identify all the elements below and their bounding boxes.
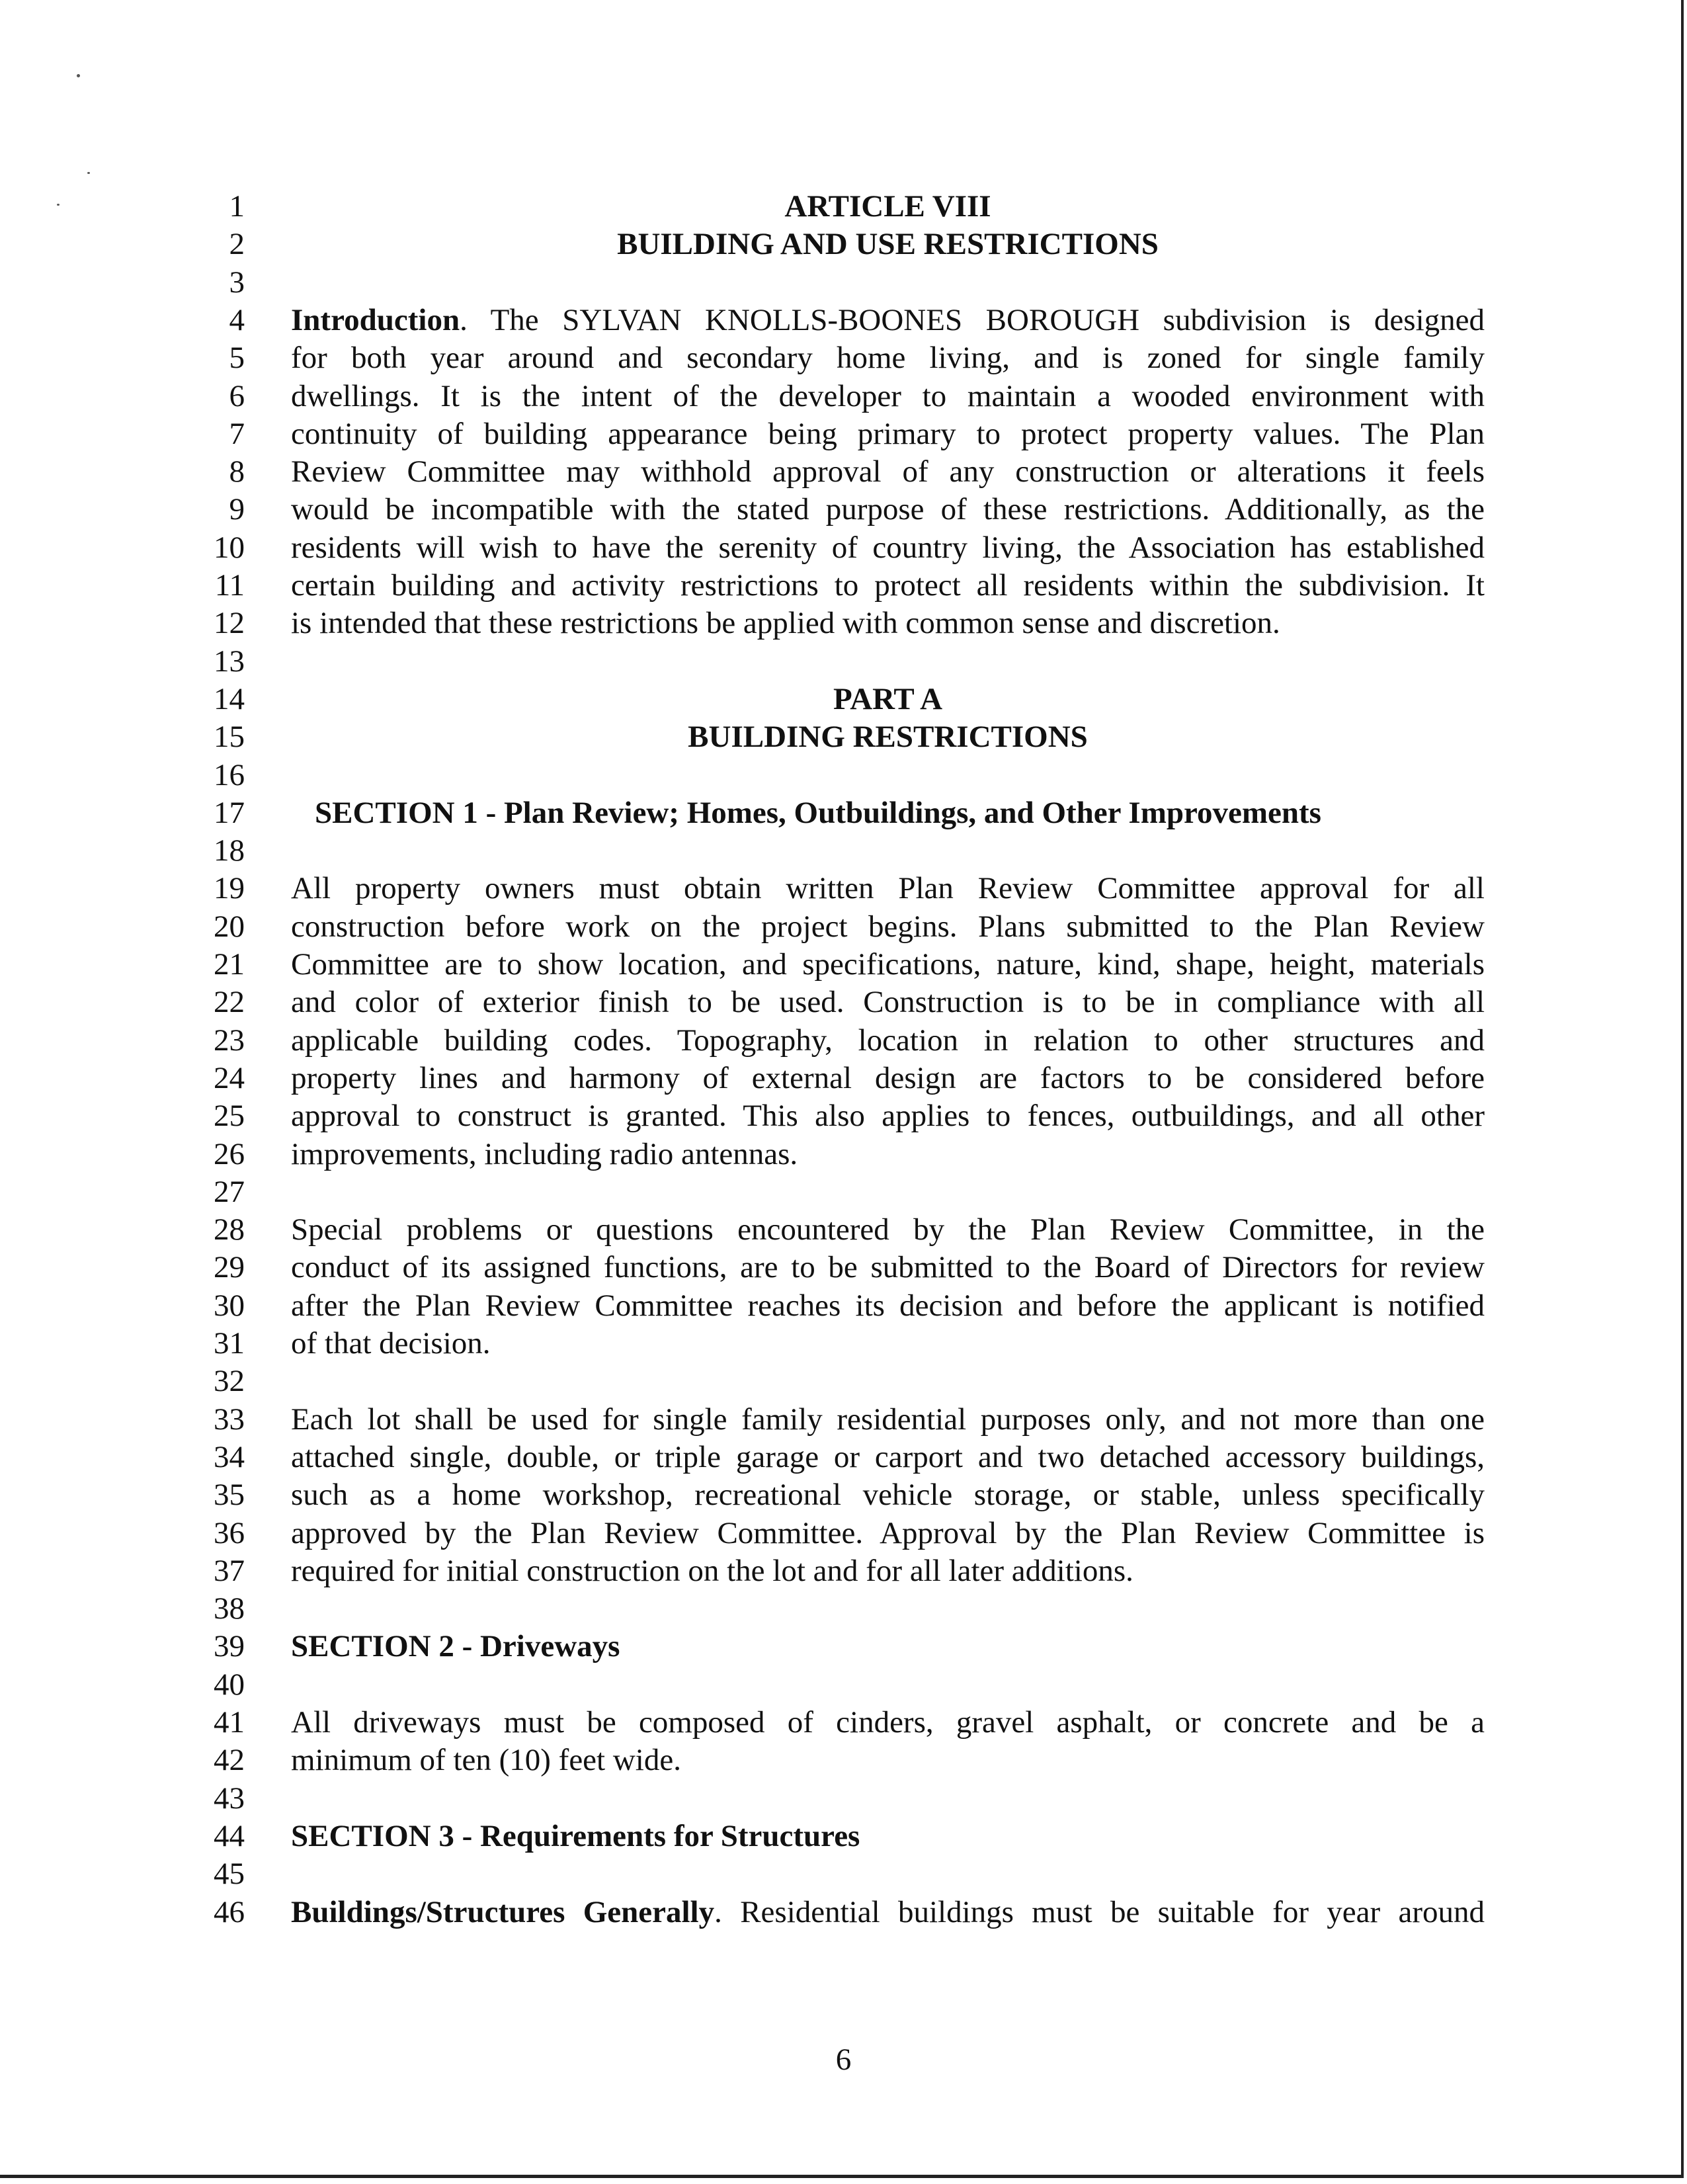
text-run: attached single, double, or triple garage or carport and two detached accessory buildings, [291,1439,1485,1474]
text-run: property lines and harmony of external design are factors to be considered before [291,1060,1485,1095]
line-number: 28 [214,1212,245,1247]
line-text [291,1552,1485,1590]
document-line [0,491,1687,528]
document-line [0,870,1687,907]
line-number: 42 [214,1743,245,1778]
line-number: 25 [214,1099,245,1134]
document-line [0,1894,1687,1931]
line-number: 27 [214,1174,245,1209]
document-line [0,226,1687,263]
line-text [291,302,1485,339]
line-number: 6 [229,378,245,413]
text-run: approval to construct is granted. This also applies to fences, outbuildings, and all other [291,1099,1485,1134]
line-text [291,1894,1485,1931]
text-run: Committee are to show location, and specifications, nature, kind, shape, height, materials [291,947,1485,982]
line-text [291,1476,1485,1514]
line-number: 3 [229,265,245,300]
document-line [0,529,1687,567]
bold-text: ARTICLE VIII [784,189,991,224]
line-number: 4 [229,302,245,337]
line-number: 21 [214,947,245,982]
line-text [291,415,1485,453]
document-line [0,1401,1687,1439]
document-line [0,1287,1687,1325]
text-run: construction before work on the project begins. Plans submitted to the Plan Review [291,909,1485,944]
bold-text: Buildings/Structures Generally [291,1894,715,1929]
line-number: 9 [229,492,245,527]
line-text [291,339,1485,377]
line-number: 24 [214,1060,245,1095]
line-number: 36 [214,1515,245,1550]
document-line [0,1325,1687,1363]
line-text [291,870,1485,907]
line-text [291,1060,1485,1097]
document-line [0,264,1687,302]
line-number: 33 [214,1402,245,1437]
line-text [291,908,1485,946]
line-text [291,1742,1485,1779]
line-text [291,1249,1485,1286]
text-run: Each lot shall be used for single family residential purposes only, and not more than one [291,1402,1485,1437]
line-number: 7 [229,416,245,451]
document-line [0,378,1687,415]
document-line [0,643,1687,681]
scan-speck [87,172,90,174]
line-text [291,1704,1485,1742]
text-run: continuity of building appearance being primary to protect property values. The Plan [291,416,1485,451]
line-text [291,605,1485,642]
document-line [0,718,1687,756]
text-run: All property owners must obtain written Plan Review Committee approval for all [291,871,1485,906]
line-number: 11 [214,568,245,603]
line-number: 32 [214,1364,245,1399]
line-text [291,1022,1485,1060]
bold-text: Introduction [291,302,460,337]
line-number: 10 [214,530,245,565]
text-run: Special problems or questions encountered by the Plan Review Committee, in the [291,1212,1485,1247]
document-line [0,1704,1687,1742]
line-text [291,1628,1485,1665]
line-number: 44 [214,1818,245,1853]
line-number: 23 [214,1023,245,1058]
text-run: would be incompatible with the stated purpose of these restrictions. Additionally, as the [291,492,1485,527]
line-text [291,491,1485,528]
line-text [291,1439,1485,1476]
line-number: 8 [229,454,245,489]
line-number: 39 [214,1629,245,1664]
bold-text: BUILDING AND USE RESTRICTIONS [617,227,1159,262]
document-line [0,567,1687,605]
line-number: 30 [214,1288,245,1323]
document-line [0,832,1687,870]
line-number: 13 [214,644,245,679]
line-number: 12 [214,606,245,641]
line-number: 29 [214,1250,245,1285]
line-text [291,1136,1485,1173]
line-number: 19 [214,871,245,906]
document-line [0,1097,1687,1135]
document-line [0,1552,1687,1590]
text-run: after the Plan Review Committee reaches its decision and before the applicant is notified [291,1288,1485,1323]
line-text [291,1211,1485,1249]
document-line [0,757,1687,794]
document-line [0,1173,1687,1211]
line-text [291,567,1485,605]
text-run: is intended that these restrictions be applied with common sense and discretion. [291,606,1280,641]
line-number: 22 [214,985,245,1020]
line-text [291,378,1485,415]
line-number: 45 [214,1857,245,1892]
text-run: All driveways must be composed of cinders, gravel asphalt, or concrete and be a [291,1705,1485,1740]
line-number: 38 [214,1591,245,1626]
line-text [291,1287,1485,1325]
line-number: 31 [214,1326,245,1361]
text-run: minimum of ten (10) feet wide. [291,1743,681,1778]
document-line [0,339,1687,377]
document-line [0,453,1687,491]
document-line [0,415,1687,453]
text-run: of that decision. [291,1326,491,1361]
line-text [291,1401,1485,1439]
document-line [0,302,1687,339]
line-number: 18 [214,833,245,868]
document-line [0,1515,1687,1552]
line-text [291,1818,1485,1855]
document-line [0,1249,1687,1286]
document-line [0,1742,1687,1779]
text-run: improvements, including radio antennas. [291,1136,798,1171]
line-text [291,794,1485,832]
bold-text: PART A [833,681,943,716]
bold-text: BUILDING RESTRICTIONS [688,720,1088,755]
document-line [0,1060,1687,1097]
document-line [0,1022,1687,1060]
text-run: applicable building codes. Topography, location in relation to other structures and [291,1023,1485,1058]
document-line [0,1818,1687,1855]
line-number: 40 [214,1667,245,1702]
line-number: 43 [214,1781,245,1816]
text-run: Review Committee may withhold approval of any construction or alterations it feels [291,454,1485,489]
document-line [0,1439,1687,1476]
line-number: 37 [214,1553,245,1588]
document-line [0,605,1687,642]
text-run: certain building and activity restrictions to protect all residents within the subdivision. It [291,568,1485,603]
document-line [0,1780,1687,1818]
text-run: such as a home workshop, recreational vehicle storage, or stable, unless specifically [291,1478,1485,1513]
document-line [0,794,1687,832]
bold-text: SECTION 1 - Plan Review; Homes, Outbuildings, and Other Improvements [315,795,1321,830]
document-line [0,1628,1687,1665]
text-run: residents will wish to have the serenity of country living, the Association has established [291,530,1485,565]
document-line [0,681,1687,718]
line-number: 1 [229,189,245,224]
line-text [291,718,1485,756]
line-number: 17 [214,795,245,830]
text-run: for both year around and secondary home living, and is zoned for single family [291,341,1485,376]
document-line [0,1590,1687,1628]
document-line [0,1363,1687,1400]
text-run: . The SYLVAN KNOLLS-BOONES BOROUGH subdivision is designed [460,302,1485,337]
line-number: 35 [214,1478,245,1513]
line-number: 20 [214,909,245,944]
line-number: 2 [229,227,245,262]
document-line [0,1136,1687,1173]
line-text [291,1325,1485,1363]
document-line [0,1666,1687,1704]
bold-text: SECTION 3 - Requirements for Structures [291,1818,860,1853]
document-line [0,188,1687,226]
text-run: required for initial construction on the lot and for all later additions. [291,1553,1133,1588]
document-line [0,1211,1687,1249]
line-number: 16 [214,757,245,792]
document-line [0,1855,1687,1893]
text-run: conduct of its assigned functions, are to be submitted to the Board of Directors for review [291,1250,1485,1285]
document-line [0,1476,1687,1514]
line-text [291,453,1485,491]
page-number: 6 [835,2042,852,2077]
bold-text: SECTION 2 - Driveways [291,1629,620,1664]
line-number: 5 [229,341,245,376]
line-number: 41 [214,1705,245,1740]
line-text [291,1097,1485,1135]
line-text [291,946,1485,984]
text-run: approved by the Plan Review Committee. Approval by the Plan Review Committee is [291,1515,1485,1550]
line-text [291,681,1485,718]
line-text [291,984,1485,1021]
line-text [291,529,1485,567]
line-text [291,188,1485,226]
scan-speck [77,74,80,77]
line-text [291,1515,1485,1552]
text-run: dwellings. It is the intent of the developer to maintain a wooded environment with [291,378,1485,413]
line-number: 34 [214,1439,245,1474]
document-line [0,984,1687,1021]
line-number: 26 [214,1136,245,1171]
line-number: 14 [214,681,245,716]
line-number: 46 [214,1894,245,1929]
text-run: . Residential buildings must be suitable for year around [714,1894,1485,1929]
document-line [0,946,1687,984]
text-run: and color of exterior finish to be used. Construction is to be in compliance with all [291,985,1485,1020]
line-text [291,226,1485,263]
line-number: 15 [214,720,245,755]
document-line [0,908,1687,946]
